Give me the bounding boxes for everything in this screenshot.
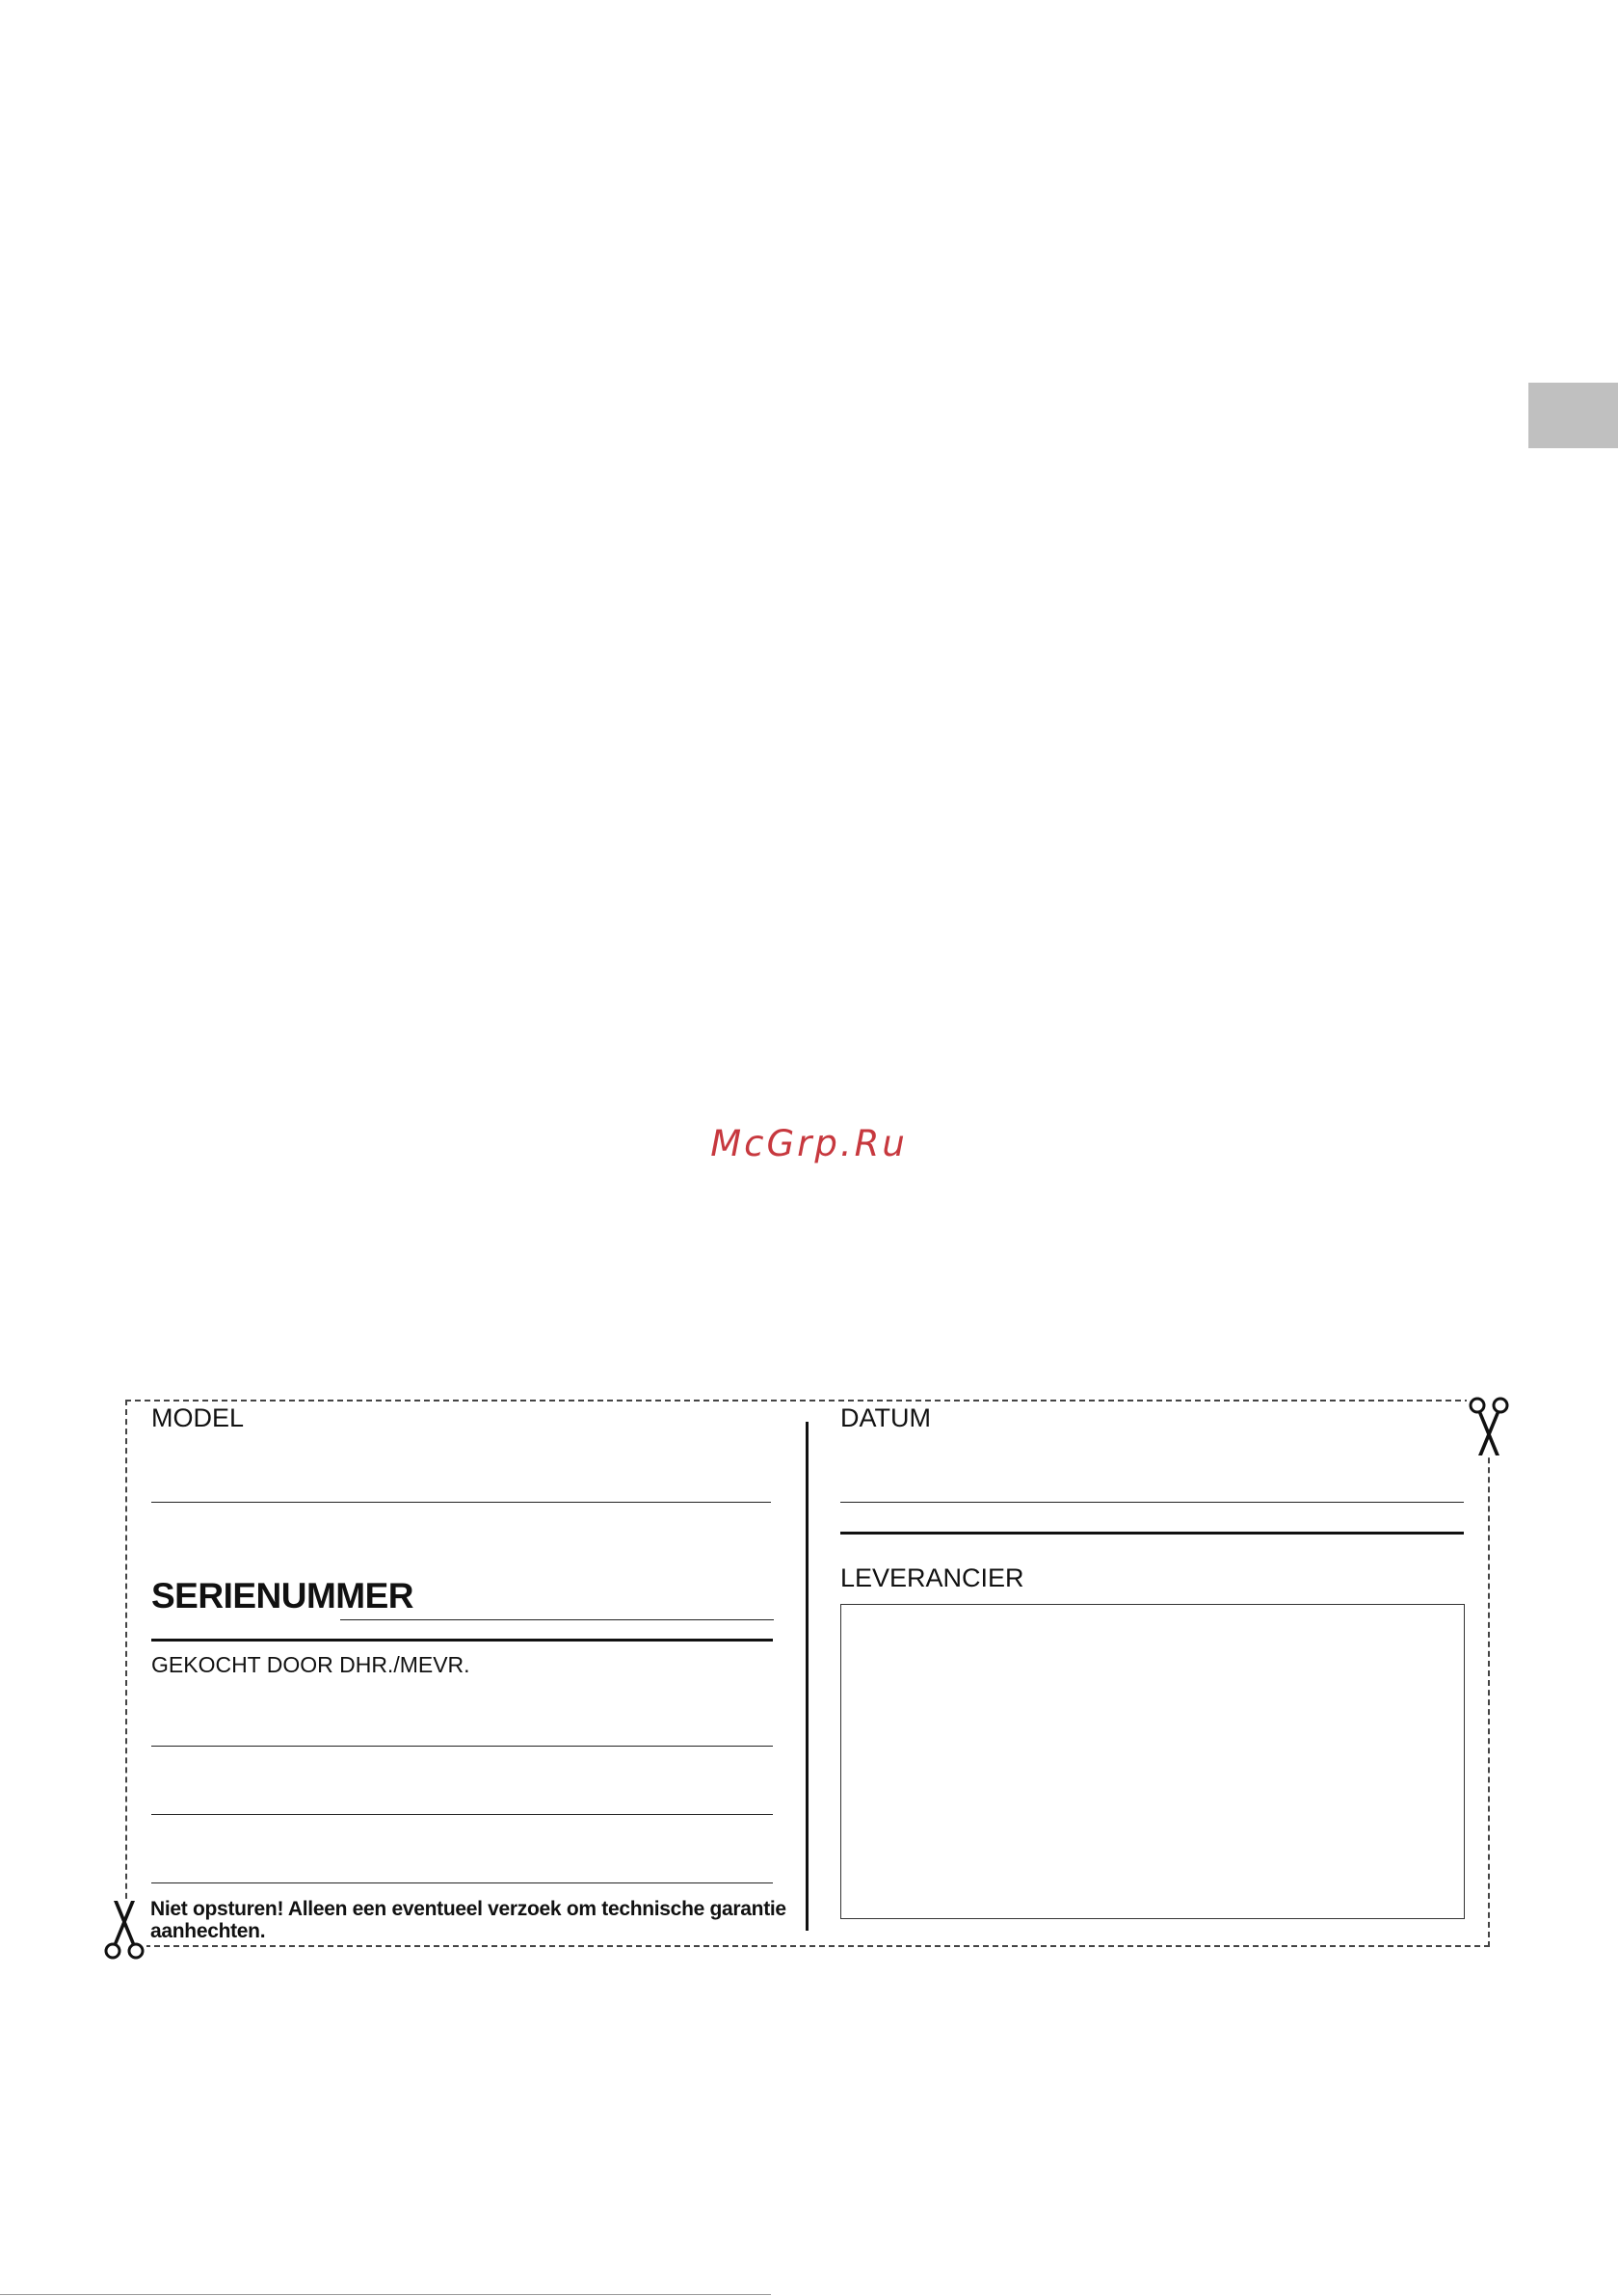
buyer-label: GEKOCHT DOOR DHR./MEVR. <box>151 1652 470 1677</box>
date-label: DATUM <box>840 1403 931 1432</box>
coupon-column-divider <box>806 1422 809 1931</box>
buyer-field-line-1[interactable] <box>151 1746 773 1747</box>
section-tab-marker <box>1528 383 1618 448</box>
buyer-field-line-2[interactable] <box>151 1814 773 1815</box>
date-section-rule <box>840 1532 1464 1535</box>
buyer-field-line-3[interactable] <box>151 1882 773 1883</box>
serial-number-label: SERIENUMMER <box>151 1576 414 1615</box>
model-label: MODEL <box>151 1403 245 1432</box>
watermark-text: McGrp.Ru <box>710 1123 908 1164</box>
supplier-label: LEVERANCIER <box>840 1563 1024 1592</box>
serial-number-field-line[interactable] <box>340 1619 774 1620</box>
serial-section-rule <box>151 1639 773 1642</box>
scissors-icon <box>1467 1396 1511 1457</box>
model-field-line[interactable] <box>151 1502 771 1503</box>
page-bottom-rule <box>0 2294 771 2295</box>
date-field-line[interactable] <box>840 1502 1464 1503</box>
scissors-icon <box>102 1899 146 1961</box>
supplier-field-box[interactable] <box>840 1604 1465 1919</box>
notice-text: Niet opsturen! Alleen een eventueel verzoek om technische garantie aanhechten. <box>150 1898 786 1943</box>
